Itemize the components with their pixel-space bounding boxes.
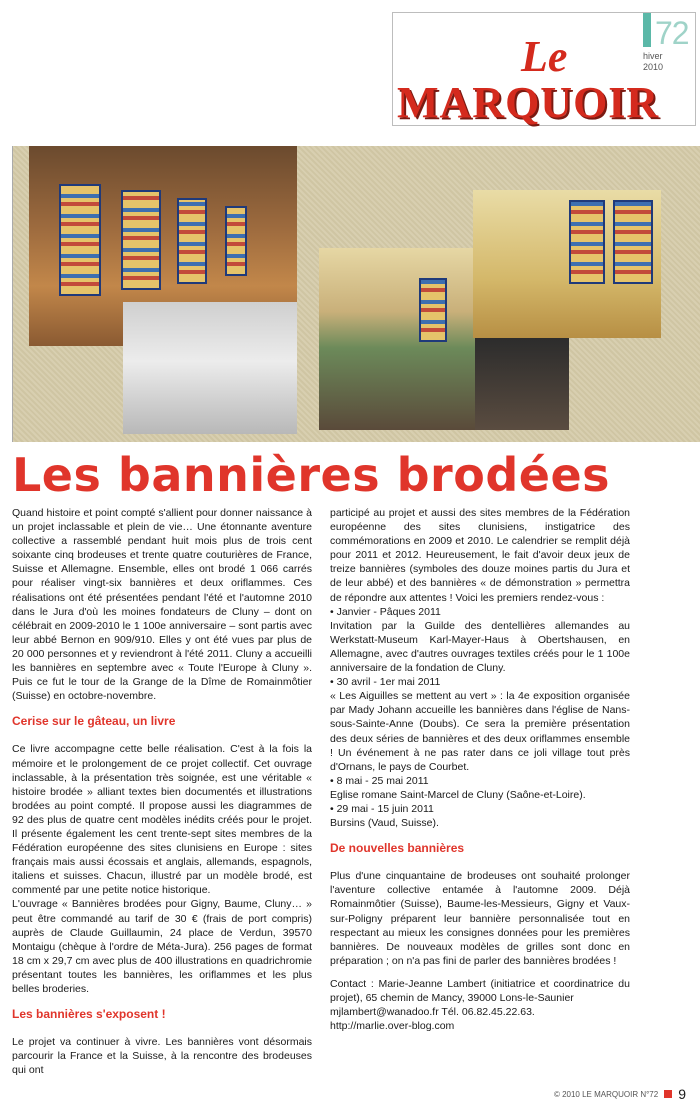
banner-image — [121, 190, 161, 290]
masthead — [392, 12, 696, 126]
banner-image — [177, 198, 207, 284]
section-heading-book: Cerise sur le gâteau, un livre — [12, 714, 176, 729]
new-banners-paragraph: Plus d'une cinquantaine de brodeuses ont souhaité prolonger l'aventure collective entamée à l'automne 2009. Déjà Romainmôtier (Suisse), Baume-les-Messieurs, Gigny et Vaux-sur-Poligny préparent leur bannière personnalisée tout en respectant au mieux les consignes données pour les premières bannières. De nouveaux modèles de grilles sont donc en préparation ; on n'a pas fini de parler des bannières brodées ! — [330, 870, 630, 967]
exhibit-paragraph: Le projet va continuer à vivre. Les bannières vont désormais parcourir la France et la Suisse, à la rencontre des brodeuses qui ont — [12, 1036, 312, 1077]
section-heading-new-banners: De nouvelles bannières — [330, 841, 465, 856]
red-square-icon — [664, 1090, 672, 1098]
banner-image — [419, 278, 447, 342]
section-heading-exhibit: Les bannières s'exposent ! — [12, 1007, 166, 1022]
calendar-paragraph: participé au projet et aussi des sites membres de la Fédération européenne des sites clunisiens, instigatrice des commémorations en 2009 et 2010. Le calendrier se remplit déjà pour 2011 et 2012. Heureusement, le fait d'avoir deux jeux de treize bannières (symboles des douze moines partis du Jura et de leur abbé) et des bannières « de démonstration » permettra de répondre aux attentes ! Voici les premiers rendez-vous : — [330, 507, 630, 604]
page-number: 9 — [678, 1086, 686, 1102]
right-column — [330, 506, 630, 1033]
event-date: • 30 avril - 1er mai 2011 — [330, 676, 441, 689]
page-footer — [554, 1086, 686, 1102]
event-date: • 29 mai - 15 juin 2011 — [330, 802, 434, 815]
season-label: hiver — [643, 51, 663, 61]
issue-number: 72 — [655, 15, 689, 51]
banner-image — [613, 200, 653, 284]
event-text: Invitation par la Guilde des dentellières allemandes au Werkstatt-Museum Karl-Mayer-Haus à Obertshausen, en Allemagne, avec d'autres ouvrages textiles créés pour le 1 100e anniversaire de la fondation de Cluny. — [330, 619, 630, 675]
year-label: 2010 — [643, 62, 664, 72]
issue-season — [643, 51, 663, 73]
banner-image — [59, 184, 101, 296]
event-text: « Les Aiguilles se mettent au vert » : la 4e exposition organisée par Mady Johann accueille les bannières dans l'église de Nans-sous-Sainte-Anne (Doubs). Ce sera la première présentation des deux séries de bannières et des deux oriflammes ensemble ! Un événement à ne pas rater dans ce joli village tout près d'Ornans, le pays de Courbet. — [330, 690, 630, 773]
article-title: Les bannières brodées — [12, 448, 611, 502]
event-date: • 8 mai - 25 mai 2011 — [330, 774, 429, 787]
issue-tab — [643, 13, 651, 47]
intro-paragraph: Quand histoire et point compté s'allient pour donner naissance à un projet inclassable et plein de vie… Une étonnante aventure collective a rassemblé pendant huit mois plus de trois cent soixante cinq brodeuses et trente quatre couturières de France, Suisse et Allemagne. Ensemble, elles ont brodé 1 066 carrés pour réaliser vingt-six bannières et deux oriflammes. Ces réalisations ont été présentées pendant l'été et l'automne 2010 dans le Jura d'où les moines fondateurs de Cluny – dont on célébrait en 2009-2010 le 1 100e anniversaire – sont partis avec leur abbé Bernon en 909/910. Elles y ont été vues par plus de 20 000 personnes et y reviendront à l'été 2011. Cluny a accueilli les bannières en septembre avec « Toute l'Europe à Cluny ». Puis ce fut le tour de la Grange de la Dîme de Romainmôtier (Suisse) en octobre-novembre. — [12, 507, 312, 703]
left-column — [12, 506, 312, 1077]
contact-email: mjlambert@wanadoo.fr Tél. 06.82.45.22.63. — [330, 1006, 535, 1019]
contact-website: http://marlie.over-blog.com — [330, 1020, 455, 1033]
photo-collage — [12, 146, 700, 442]
banner-image — [225, 206, 247, 276]
photo-nuns-banners — [473, 190, 661, 338]
copyright-text: © 2010 LE MARQUOIR N°72 — [553, 1089, 659, 1099]
photo-visitors — [475, 338, 569, 430]
photo-embroiderers-table — [123, 302, 297, 434]
event-date: • Janvier - Pâques 2011 — [330, 605, 441, 618]
banner-image — [569, 200, 605, 284]
event-text: Eglise romane Saint-Marcel de Cluny (Saône-et-Loire). — [330, 788, 586, 801]
book-paragraph: Ce livre accompagne cette belle réalisation. C'est à la fois la mémoire et le prolongement de ce projet collectif. Cet ouvrage inclassable, à la présentation très soignée, est une véritable « histoire brodée » alliant textes bien documentés et illustrations brodées au point compté. Il propose aussi les diagrammes de 92 des plus de quatre cent modèles inédits créés pour le projet. Il présente également les cent trente-sept sites membres de la Fédération européenne des sites clunisiens en Europe : sites français mais aussi écossais et anglais, allemands, espagnols, italiens et suisses. Chacun, illustré par un modèle brodé, est commenté par une petite notice historique. — [12, 743, 312, 897]
event-text: Bursins (Vaud, Suisse). — [330, 817, 439, 830]
order-paragraph: L'ouvrage « Bannières brodées pour Gigny, Baume, Cluny… » peut être commandé au tarif de 30 € (frais de port compris) auprès de Claude Guillaumin, 24 place de Verdun, 39570 Montaigu (chèque à l'ordre de Méta-Jura). 256 pages de format 18 cm x 29,7 cm avec plus de 400 illustrations en quadrichromie présentant toutes les bannières, les oriflammes et les plus belles broderies. — [12, 898, 312, 995]
contact-line: Contact : Marie-Jeanne Lambert (initiatrice et coordinatrice du projet), 65 chemin de Mancy, 39000 Lons-le-Saunier — [330, 977, 630, 1004]
logo-le: Le — [521, 32, 568, 81]
logo-title: MARQUOIR — [397, 78, 660, 127]
